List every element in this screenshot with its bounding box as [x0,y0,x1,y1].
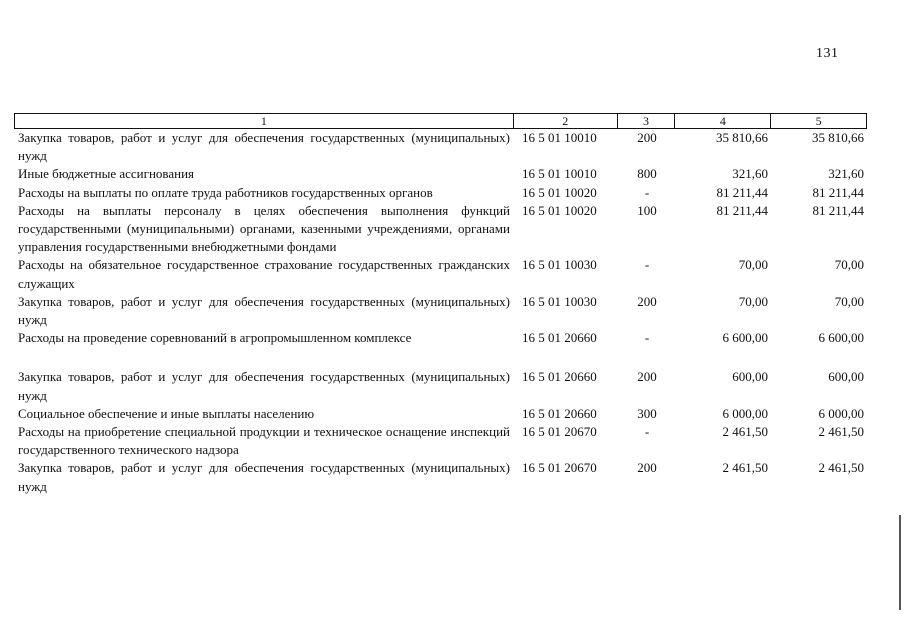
row-amount-col5: 6 000,00 [818,405,864,421]
row-amount-col5: 2 461,50 [818,424,864,440]
row-amount-col4: 2 461,50 [722,460,768,476]
row-expense-type: - [644,257,650,273]
row-amount-col5: 81 211,44 [812,202,864,218]
row-amount-col5: 81 211,44 [812,184,864,200]
table-row [14,293,867,329]
row-expense-type: - [644,184,650,200]
table-body [14,129,867,496]
table-row [14,129,867,165]
row-code: 16 5 01 20670 [522,424,597,440]
row-description: Закупка товаров, работ и услуг для обеспечения государственных (муниципальных) нужд [18,130,510,164]
row-amount-col5: 6 600,00 [818,330,864,346]
row-expense-type: 100 [637,202,657,218]
table-row [14,184,867,202]
column-header-2: 2 [514,114,618,128]
table-row [14,423,867,459]
row-expense-type: 200 [637,130,657,145]
row-description: Расходы на проведение соревнований в агропромышленном комплексе [18,330,412,346]
scan-edge-mark [899,515,901,610]
table-row [14,459,867,495]
table-row [14,405,867,423]
row-description: Иные бюджетные ассигнования [18,166,195,182]
row-amount-col4: 81 211,44 [716,184,768,200]
row-amount-col4: 70,00 [738,293,768,309]
row-expense-type: 800 [637,166,657,182]
row-description: Расходы на выплаты персоналу в целях обеспечения выполнения функций государственными (муниципальными) органами, казенными учреждениями, органами управления государственными внебюджетными фондами [18,202,510,255]
row-description: Закупка товаров, работ и услуг для обеспечения государственных (муниципальных) нужд [18,369,510,403]
row-amount-col5: 70,00 [834,257,864,273]
row-amount-col5: 35 810,66 [812,130,864,145]
row-description: Расходы на обязательное государственное страхование государственных гражданских служащих [18,257,510,291]
row-amount-col5: 321,60 [828,166,864,182]
row-amount-col4: 70,00 [738,257,768,273]
row-expense-type: 200 [637,460,657,476]
table-header-row [14,113,867,129]
table-row [14,329,867,347]
row-code: 16 5 01 10030 [522,257,597,273]
column-header-5: 5 [815,114,822,128]
table-row [14,202,867,257]
table-row [14,256,867,292]
row-code: 16 5 01 10020 [522,202,597,218]
table-row [14,165,867,183]
row-spacer [14,347,867,368]
row-code: 16 5 01 20660 [522,330,597,346]
row-description: Закупка товаров, работ и услуг для обеспечения государственных (муниципальных) нужд [18,293,510,328]
row-code: 16 5 01 10020 [522,184,597,200]
row-code: 16 5 01 10010 [522,130,597,145]
row-expense-type: - [644,330,650,346]
row-description: Расходы на приобретение специальной продукции и техническое оснащение инспекций государственного технического надзора [18,424,510,458]
row-amount-col4: 600,00 [732,369,768,385]
row-amount-col4: 6 600,00 [722,330,768,346]
row-code: 16 5 01 20660 [522,369,597,385]
column-header-3: 3 [618,114,676,128]
row-description: Закупка товаров, работ и услуг для обеспечения государственных (муниципальных) нужд [18,460,510,494]
row-expense-type: - [644,424,650,440]
row-code: 16 5 01 20670 [522,460,597,476]
row-amount-col5: 2 461,50 [818,460,864,476]
row-code: 16 5 01 10030 [522,293,597,309]
row-amount-col4: 35 810,66 [716,130,768,145]
row-expense-type: 200 [637,293,657,309]
row-expense-type: 200 [637,369,657,385]
page-number: 131 [816,46,839,61]
column-header-1: 1 [15,114,514,128]
table-row [14,368,867,404]
row-description: Социальное обеспечение и иные выплаты населению [18,405,315,421]
column-header-4: 4 [675,114,771,128]
row-expense-type: 300 [637,405,657,421]
row-code: 16 5 01 10010 [522,166,597,182]
row-code: 16 5 01 20660 [522,405,597,421]
row-amount-col4: 321,60 [732,166,768,182]
budget-table [14,113,867,496]
row-description: Расходы на выплаты по оплате труда работников государственных органов [18,184,433,200]
row-amount-col5: 70,00 [834,293,864,309]
row-amount-col4: 2 461,50 [722,424,768,440]
row-amount-col4: 81 211,44 [716,202,768,218]
row-amount-col5: 600,00 [828,369,864,385]
row-amount-col4: 6 000,00 [722,405,768,421]
